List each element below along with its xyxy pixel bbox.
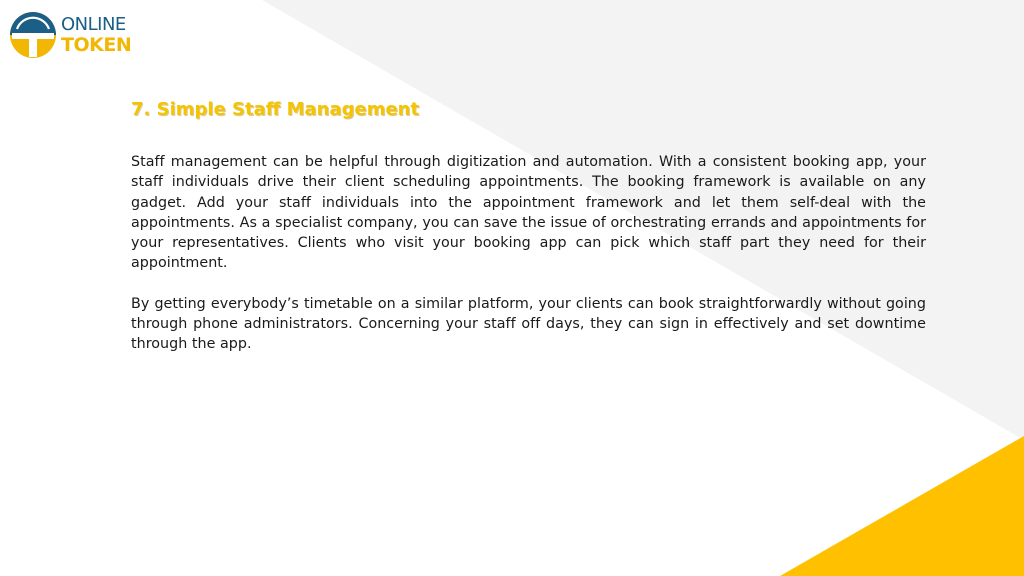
logo-wordmark — [61, 13, 132, 56]
body-paragraph-1: Staff management can be helpful through digitization and automation. With a consistent booking app, your staff individuals drive their client scheduling appointments. The booking framework is available on any gadget. Add your staff individuals into the appointment framework and let them self-deal with the appointments. As a specialist company, you can save the issue of orchestrating errands and appointments for your representatives. Clients who visit your booking app can pick which staff part they need for their appointment. — [131, 154, 926, 272]
online-token-logo-icon — [9, 11, 57, 59]
body-paragraph-2: By getting everybody’s timetable on a similar platform, your clients can book straightforwardly without going through phone administrators. Concerning your staff off days, they can sign in effectively and set downtime through the app. — [131, 295, 926, 353]
logo — [9, 10, 131, 60]
section-heading: 7. Simple Staff Management — [131, 99, 420, 120]
logo-text-online: ONLINE — [61, 13, 126, 35]
body-content — [131, 152, 926, 375]
corner-yellow-triangle — [780, 436, 1024, 576]
logo-text-token: TOKEN — [61, 33, 132, 56]
